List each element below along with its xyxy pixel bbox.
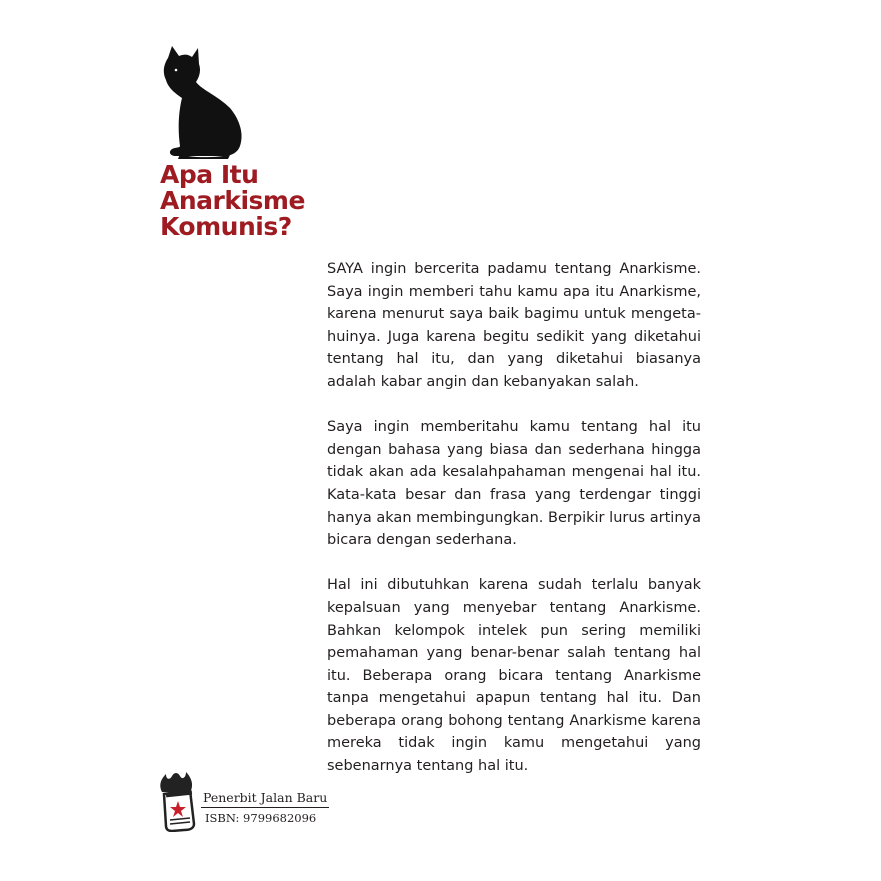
isbn-number: ISBN: 9799682096 <box>205 811 317 825</box>
excerpt-paragraph-3: Hal ini dibutuhkan karena sudah terlalu banyak kepalsuan yang menyebar tentang Anarkisme. Bahkan kelompok intelek pun sering memiliki pemahaman yang benar-benar salah tentang hal itu. Beberapa orang bicara tentang Anarkisme tanpa mengetahui apapun tentang hal itu. Dan beberapa orang bohong tentang Anarkisme karena mereka tidak ingin kamu mengetahui yang sebenarnya tentang hal itu. <box>327 577 701 775</box>
excerpt-paragraph-1: SAYA ingin bercerita padamu tentang Anarkisme. Saya ingin memberi tahu kamu apa itu Anarkisme, karena menurut saya baik bagimu untuk mengetahuinya. Juga karena begitu sedikit yang diketahui tentang hal itu, dan yang diketahui biasanya adalah kabar angin dan kebanyakan salah. <box>327 261 701 390</box>
cat-silhouette-icon <box>158 42 244 160</box>
book-excerpt <box>327 258 701 778</box>
excerpt-paragraph-2: Saya ingin memberitahu kamu tentang hal itu dengan bahasa yang biasa dan sederhana hingga tidak akan ada kesalahpahaman mengenai hal itu. Kata-kata besar dan frasa yang terdengar tinggi hanya akan membingungkan. Berpikir lurus artinya bicara dengan sederhana. <box>327 419 701 549</box>
publisher-divider <box>201 807 329 808</box>
title-line-3: Komunis? <box>160 212 292 241</box>
publisher-name: Penerbit Jalan Baru <box>203 790 328 805</box>
book-title <box>160 162 305 240</box>
title-line-2: Anarkisme <box>160 186 305 215</box>
publisher-logo-icon <box>156 770 200 832</box>
publisher-block <box>156 770 356 836</box>
title-line-1: Apa Itu <box>160 160 259 189</box>
